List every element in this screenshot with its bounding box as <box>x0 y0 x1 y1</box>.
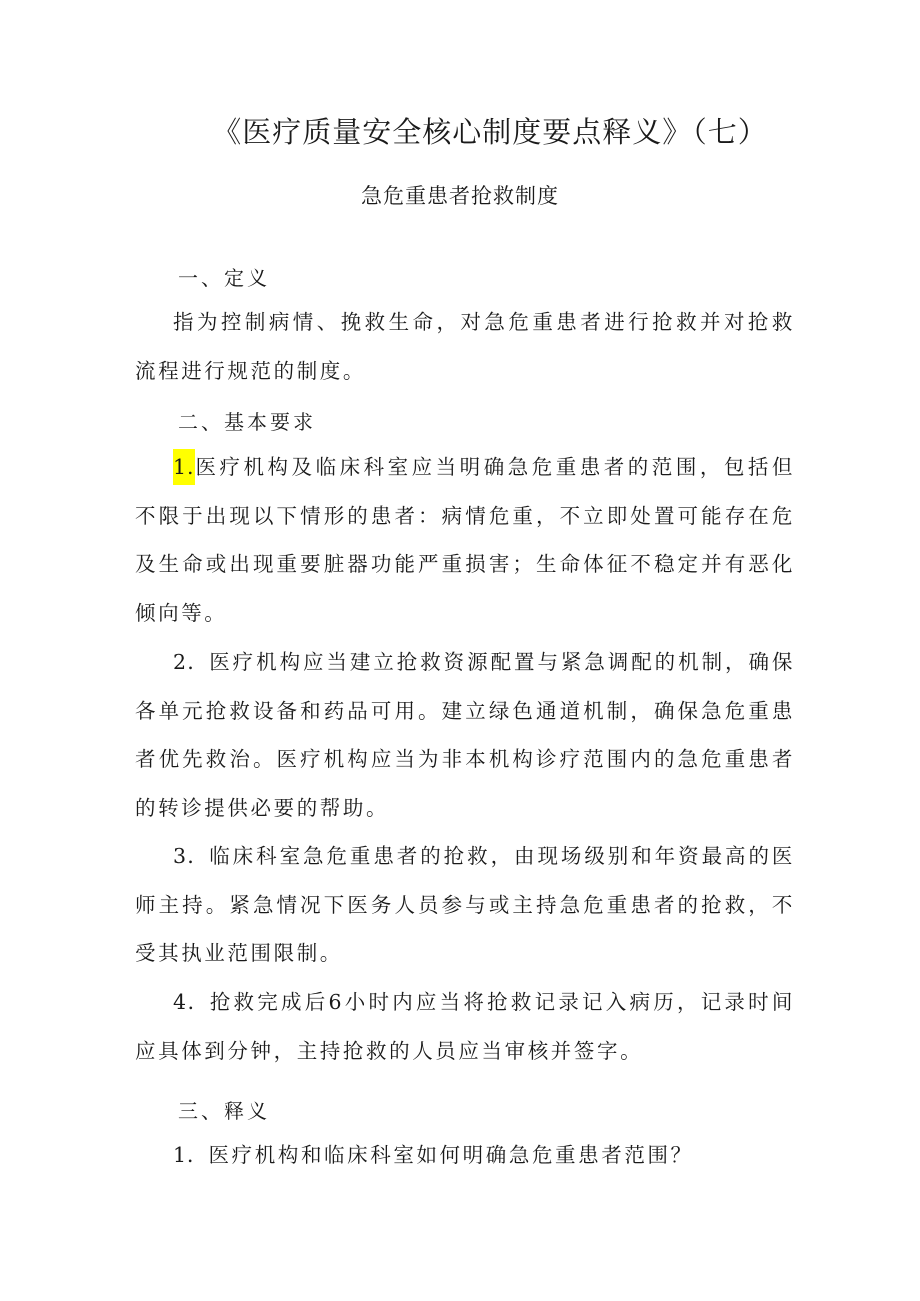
requirement-text-2: 医疗机构应当建立抢救资源配置与紧急调配的机制，确保各单元抢救设备和药品可用。建立绿色通道机制，确保急危重患者优先救治。医疗机构应当为非本机构诊疗范围内的急危重患者的转诊提供必要的帮助。 <box>135 650 795 820</box>
requirement-item-3 <box>135 832 795 978</box>
document-title: 《医疗质量安全核心制度要点释义》（七） <box>212 115 768 149</box>
requirement-text-4: 抢救完成后6小时内应当将抢救记录记入病历，记录时间应具体到分钟，主持抢救的人员应当审核并签字。 <box>135 990 795 1063</box>
requirement-text-1: 医疗机构及临床科室应当明确急危重患者的范围，包括但不限于出现以下情形的患者：病情危重，不立即处置可能存在危及生命或出现重要脏器功能严重损害；生命体征不稳定并有恶化倾向等。 <box>135 455 795 625</box>
requirement-item-4 <box>135 978 795 1075</box>
definition-paragraph <box>135 298 795 395</box>
interpretation-number-1: 1． <box>173 1143 209 1167</box>
requirement-number-1: 1. <box>173 449 195 485</box>
requirement-number-3: 3． <box>173 844 210 868</box>
definition-text: 指为控制病情、挽救生命，对急危重患者进行抢救并对抢救流程进行规范的制度。 <box>135 310 795 383</box>
document-subtitle: 急危重患者抢救制度 <box>361 184 559 208</box>
section-heading-basic-requirements: 二、基本要求 <box>178 410 316 434</box>
requirement-item-1 <box>135 443 795 637</box>
requirement-text-3: 临床科室急危重患者的抢救，由现场级别和年资最高的医师主持。紧急情况下医务人员参与或主持急危重患者的抢救，不受其执业范围限制。 <box>135 844 795 965</box>
requirement-number-2: 2． <box>173 650 210 674</box>
section-heading-definition: 一、定义 <box>178 266 270 290</box>
interpretation-text-1: 医疗机构和临床科室如何明确急危重患者范围？ <box>208 1143 694 1167</box>
section-heading-interpretation: 三、释义 <box>178 1099 270 1123</box>
requirement-number-4: 4． <box>173 990 210 1014</box>
interpretation-item-1 <box>135 1131 795 1180</box>
requirement-item-2 <box>135 638 795 832</box>
